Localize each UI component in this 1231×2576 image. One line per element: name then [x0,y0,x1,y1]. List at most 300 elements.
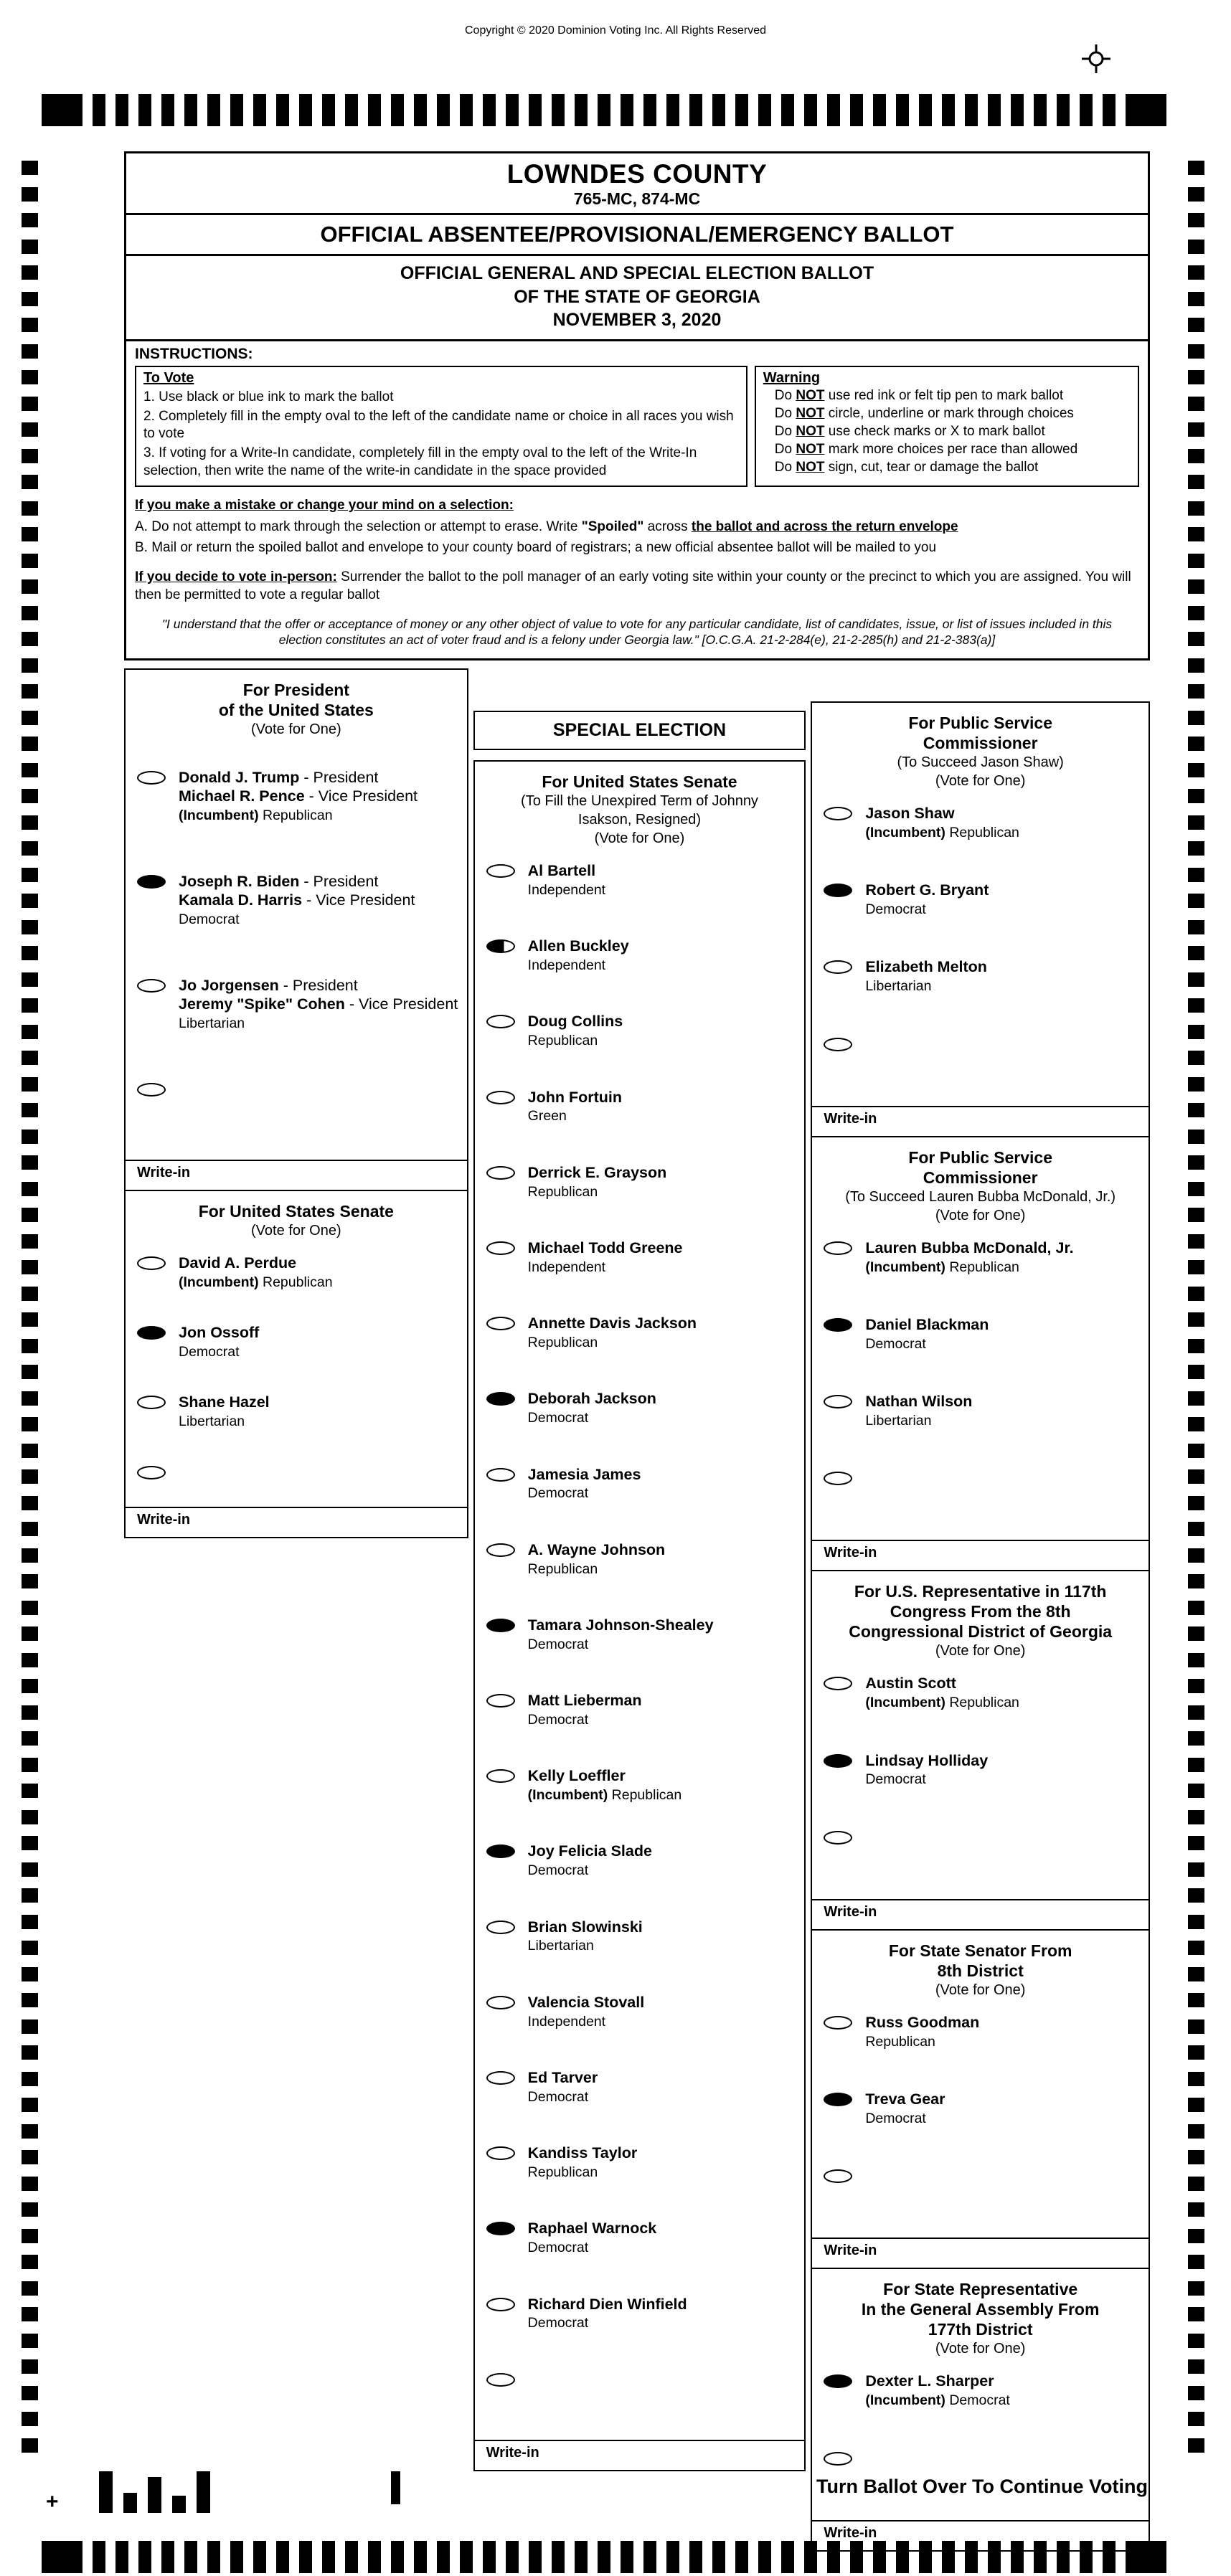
timing-mark [22,684,38,699]
timing-mark [1188,1182,1204,1196]
candidate-party: (Incumbent) Republican [179,807,333,823]
timing-mark [22,2307,38,2321]
candidate-text [179,977,463,1032]
timing-mark [1188,1417,1204,1431]
contest-title: For U.S. Representative in 117th [854,1582,1107,1601]
not-emphasis: NOT [796,423,825,439]
candidate-row [475,1466,805,1502]
timing-marks-bottom [42,2541,1166,2573]
timing-mark [1188,1836,1204,1850]
timing-mark [22,2438,38,2453]
contest-title: 8th District [937,1961,1024,1980]
timing-mark [22,2386,38,2400]
candidate-text [865,2090,1144,2127]
ballot-oval[interactable] [486,2146,515,2160]
timing-mark [712,2541,725,2573]
timing-mark [22,920,38,934]
candidate-party: Democrat [865,1335,926,1352]
candidate-row [475,1164,805,1201]
timing-mark [1188,213,1204,227]
candidate-row [812,958,1149,995]
write-in-area[interactable] [812,1469,1149,1500]
candidate-text [179,769,463,824]
timing-mark [1080,2541,1093,2573]
ballot-oval[interactable] [486,2373,515,2387]
ballot-oval[interactable] [486,2222,515,2235]
candidate-row [812,1752,1149,1789]
timing-mark [1188,240,1204,254]
timing-mark [1188,1339,1204,1353]
candidate-party: Democrat [865,1771,926,1788]
timing-mark [1011,94,1024,126]
timing-mark [345,2541,358,2573]
candidate-row [475,2220,805,2256]
timing-mark [1188,2334,1204,2348]
timing-mark [22,1758,38,1772]
candidate-party: (Incumbent) Republican [527,1787,682,1804]
timing-mark [1188,711,1204,725]
ballot-oval[interactable] [486,1845,515,1858]
barcode-bar [99,2471,113,2513]
timing-mark [1188,1967,1204,1981]
ballot-oval[interactable] [137,875,166,889]
ballot-codes: 765-MC, 874-MC [573,189,701,208]
timing-mark [1188,1731,1204,1746]
ballot-oval[interactable] [824,1241,852,1255]
write-in-area[interactable] [812,1829,1149,1859]
timing-mark [22,265,38,280]
copyright-notice: Copyright © 2020 Dominion Voting Inc. All Rights Reserved [464,24,766,37]
ballot-oval[interactable] [137,1466,166,1479]
ballot-oval[interactable] [486,864,515,878]
ballot-oval[interactable] [486,1468,515,1482]
candidate-row [812,805,1149,841]
timing-mark [22,1862,38,1877]
timing-mark [1188,920,1204,934]
warning-item: Do NOT mark more choices per race than allowed [774,441,1078,457]
timing-mark [873,94,886,126]
timing-mark [1057,94,1070,126]
candidate-row [475,1089,805,1125]
candidate-text [179,1254,463,1291]
ballot-oval[interactable] [824,1395,852,1408]
timing-mark [22,1417,38,1431]
timing-mark [1103,94,1116,126]
ballot-oval[interactable] [824,1677,852,1690]
timing-marks-right [1188,161,1204,2453]
ballot-oval[interactable] [824,2093,852,2106]
timing-mark [22,841,38,856]
contest-subtitle: (To Succeed Jason Shaw) [897,754,1064,771]
timing-mark [1188,1103,1204,1117]
warning-title: Warning [763,369,821,386]
write-in-area[interactable] [812,1036,1149,1066]
ballot-oval[interactable] [137,1256,166,1270]
timing-mark [1188,187,1204,202]
timing-mark [758,94,771,126]
timing-mark [850,94,863,126]
ballot-oval[interactable] [486,1694,515,1708]
timing-mark [460,2541,473,2573]
timing-mark [1188,370,1204,384]
ballot-oval[interactable] [824,2452,852,2466]
candidate-text [528,1918,801,1955]
ballot-oval[interactable] [824,2016,852,2030]
candidate-name: Valencia Stovall [527,1993,645,2011]
candidate-name: Richard Dien Winfield [527,2295,687,2313]
timing-mark [781,2541,794,2573]
timing-mark [1188,2098,1204,2112]
ballot-oval[interactable] [486,2071,515,2085]
text-segment: If you decide to vote in-person: [135,569,337,585]
timing-mark [253,2541,266,2573]
timing-mark [22,1784,38,1798]
timing-mark [827,2541,840,2573]
timing-mark [253,94,266,126]
contest-title: Commissioner [923,1168,1038,1187]
election-title-box [124,254,1150,341]
candidate-name: Robert G. Bryant [865,881,989,899]
candidate-name: Jeremy "Spike" Cohen - Vice President [179,995,458,1013]
candidate-row [475,2144,805,2181]
timing-mark [1188,868,1204,882]
timing-mark [1188,1077,1204,1092]
ballot-oval[interactable] [486,1996,515,2009]
to-vote-list [143,389,739,480]
candidate-party: Republican [865,2033,935,2050]
timing-mark [896,94,909,126]
ballot-oval[interactable] [824,1831,852,1845]
timing-mark [22,2045,38,2060]
candidate-name: Shane Hazel [179,1393,270,1411]
candidate-text [865,881,1144,918]
timing-mark [22,2334,38,2348]
timing-mark [804,2541,817,2573]
contest-header [812,1571,1149,1675]
special-election-banner [473,711,806,750]
barcode-bar [172,2496,186,2513]
timing-mark [1188,449,1204,463]
candidate-name: Tamara Johnson-Shealey [527,1616,714,1634]
write-in-label: Write-in [824,2243,877,2259]
to-vote-box [135,366,747,488]
candidate-party: Libertarian [179,1015,245,1031]
timing-mark [712,94,725,126]
ballot-header [124,153,1150,660]
timing-mark [22,868,38,882]
ballot-oval[interactable] [486,1543,515,1557]
text-segment: the ballot and across the return envelope [691,518,958,534]
ballot-oval[interactable] [486,1317,515,1330]
timing-mark [1188,841,1204,856]
timing-mark [1188,894,1204,908]
ballot-oval[interactable] [824,807,852,820]
candidate-row [126,1393,467,1430]
timing-mark [1188,1888,1204,1903]
candidate-name: Daniel Blackman [865,1315,989,1333]
ballot-oval[interactable] [824,884,852,897]
ballot-oval[interactable] [486,939,515,953]
timing-mark [1188,475,1204,489]
timing-mark [22,763,38,777]
candidate-row [475,1013,805,1049]
contest-title: For President [242,681,349,699]
candidate-party: Democrat [179,1344,240,1360]
contest-title: In the General Assembly From [861,2300,1100,2319]
ballot-oval[interactable] [137,1083,166,1097]
candidate-party: Democrat [527,2240,589,2256]
to-vote-item: 3. If voting for a Write-In candidate, completely fill in the empty oval to the left of the Write-In selection, then write the name of the write-in candidate in the space provided [143,445,697,478]
write-in-area[interactable] [126,1081,467,1111]
ballot-oval[interactable] [137,1396,166,1409]
ballot-oval[interactable] [137,979,166,993]
ballot-oval[interactable] [824,2169,852,2183]
ballot-oval[interactable] [486,1241,515,1255]
timing-mark [22,1705,38,1720]
text-segment: across [643,518,692,534]
timing-mark [22,2177,38,2191]
timing-mark [22,318,38,332]
election-date: NOVEMBER 3, 2020 [552,310,722,330]
candidate-row [475,1315,805,1351]
timing-mark [22,1025,38,1039]
ballot-oval[interactable] [486,1166,515,1180]
to-vote-item: 2. Completely fill in the empty oval to the left of the candidate name or choice in all races you wish to vote [143,408,734,442]
ballot-oval[interactable] [824,1038,852,1051]
timing-mark [1188,1365,1204,1379]
candidate-row [475,1994,805,2030]
timing-mark [22,1967,38,1981]
timing-mark [22,1182,38,1196]
contest-title: For Public Service [908,714,1053,732]
candidate-text [528,1466,801,1502]
candidate-party: Libertarian [865,1412,932,1429]
candidate-party: Green [527,1108,567,1124]
timing-mark [322,94,335,126]
contest-title: of the United States [218,701,374,720]
candidate-row [475,2069,805,2106]
timing-mark [1188,1155,1204,1170]
timing-mark [22,1836,38,1850]
candidate-party: Democrat [527,1410,589,1426]
candidate-row [812,2090,1149,2127]
contest-title: Commissioner [923,734,1038,753]
timing-mark [643,94,656,126]
candidate-name: Nathan Wilson [865,1393,973,1411]
timing-mark [1188,1287,1204,1301]
candidate-text [865,1316,1144,1353]
candidate-text [528,1842,801,1879]
warning-list [763,387,1131,476]
candidate-text [865,1393,1144,1429]
ballot-oval[interactable] [486,1921,515,1934]
timing-mark [1188,1548,1204,1563]
ballot-oval[interactable] [137,771,166,785]
ballot-oval[interactable] [486,1769,515,1783]
ballot-oval[interactable] [137,1326,166,1340]
timing-mark [1188,2359,1204,2374]
timing-mark [483,94,496,126]
plus-registration-mark: + [46,2490,59,2514]
candidate-name: John Fortuin [527,1088,623,1106]
text-segment: "Spoiled" [581,518,644,534]
timing-mark [22,2229,38,2243]
candidate-name: Donald J. Trump - President [179,769,379,787]
timing-mark [22,2255,38,2269]
timing-mark [1188,632,1204,646]
write-in-label: Write-in [824,2524,877,2541]
timing-mark [93,94,105,126]
timing-mark [1188,2045,1204,2060]
candidate-name: Doug Collins [527,1013,623,1031]
candidate-text [528,1994,801,2030]
ballot-type-title: OFFICIAL ABSENTEE/PROVISIONAL/EMERGENCY BALLOT [320,222,954,247]
election-title-line2: OF THE STATE OF GEORGIA [514,286,760,307]
timing-marks-left [22,161,38,2453]
candidate-row [126,769,467,824]
candidate-text [179,873,463,928]
timing-mark [1057,2541,1070,2573]
special-election-title: SPECIAL ELECTION [552,720,727,740]
candidate-text [865,2014,1144,2050]
contest-us-senate-special [473,760,806,2471]
candidate-text [528,1315,801,1351]
in-person-text [135,569,1139,604]
ballot-column-2 [473,670,806,2471]
candidate-party: Republican [527,1183,598,1200]
candidate-name: Austin Scott [865,1675,956,1692]
candidate-party: Independent [527,881,606,898]
contest-subtitle: (Vote for One) [251,721,341,738]
timing-mark [22,187,38,202]
timing-mark [1188,2019,1204,2034]
candidate-text [179,1324,463,1360]
timing-mark [22,1077,38,1092]
ballot-oval[interactable] [486,1091,515,1104]
ballot-oval[interactable] [486,1619,515,1632]
candidate-text [528,1692,801,1728]
timing-mark [322,2541,335,2573]
candidate-text [528,937,801,974]
ballot-oval[interactable] [824,2374,852,2388]
timing-mark [22,789,38,803]
timing-mark [1188,1208,1204,1222]
ballot-oval[interactable] [824,960,852,974]
timing-mark [1188,1941,1204,1955]
candidate-text [865,958,1144,995]
timing-mark [1188,1496,1204,1510]
timing-mark [621,2541,633,2573]
timing-mark [1188,946,1204,960]
candidate-text [528,1089,801,1125]
timing-mark [529,2541,542,2573]
timing-mark [1188,606,1204,620]
barcode-bar [197,2471,210,2513]
contest-header [812,1137,1149,1239]
candidate-row [475,1692,805,1728]
candidate-name: Joy Felicia Slade [527,1842,652,1860]
candidate-party: (Incumbent) Republican [865,824,1019,840]
timing-mark [22,554,38,568]
timing-mark [1188,2412,1204,2426]
ballot-column-3 [811,670,1150,2552]
ballot-oval[interactable] [824,1472,852,1485]
county-box [124,151,1150,215]
candidate-name: Deborah Jackson [527,1390,656,1408]
contest-header [812,2269,1149,2372]
timing-mark [598,94,610,126]
timing-mark [1188,2072,1204,2086]
write-in-label: Write-in [486,2444,539,2461]
timing-mark [22,1626,38,1641]
ballot-oval[interactable] [824,1318,852,1332]
timing-mark [391,94,404,126]
candidate-row [812,2014,1149,2050]
timing-mark [22,1469,38,1484]
timing-mark [1188,1653,1204,1667]
timing-mark [1188,998,1204,1013]
candidate-name: Joseph R. Biden - President [179,873,379,891]
timing-mark [919,94,932,126]
timing-mark [965,2541,978,2573]
timing-mark [22,1548,38,1563]
write-in-area[interactable] [475,2371,805,2401]
write-in-area[interactable] [812,2167,1149,2197]
timing-mark [22,1888,38,1903]
timing-mark [22,501,38,516]
timing-mark [161,2541,174,2573]
ballot-oval[interactable] [486,2298,515,2311]
timing-mark [276,94,289,126]
timing-mark [22,1312,38,1327]
candidate-row [126,1254,467,1291]
candidate-party: Democrat [527,1485,589,1502]
timing-mark [1188,2386,1204,2400]
candidate-text [528,2220,801,2256]
timing-mark [1188,2177,1204,2191]
ballot-oval[interactable] [486,1392,515,1406]
timing-mark [643,2541,656,2573]
candidate-name: Lauren Bubba McDonald, Jr. [865,1239,1074,1256]
timing-mark [22,1731,38,1746]
candidate-row [475,1842,805,1879]
timing-mark [1188,2124,1204,2139]
timing-mark [1188,1391,1204,1406]
candidate-name: Raphael Warnock [527,2220,657,2238]
candidate-text [528,862,801,899]
candidate-party: Republican [527,1561,598,1577]
not-emphasis: NOT [796,459,825,475]
timing-mark [1188,1469,1204,1484]
write-in-area[interactable] [126,1464,467,1494]
candidate-name: Kamala D. Harris - Vice President [179,891,415,909]
timing-mark [758,2541,771,2573]
timing-mark [1188,292,1204,306]
candidate-text [865,1239,1144,1276]
candidate-row [475,1541,805,1578]
ballot-oval[interactable] [486,1015,515,1028]
candidate-text [528,1164,801,1201]
contest-psc-shaw [811,701,1150,1137]
timing-mark [942,94,955,126]
timing-mark [22,449,38,463]
timing-mark [437,2541,450,2573]
timing-mark [666,2541,679,2573]
timing-mark [22,2019,38,2034]
timing-mark [575,94,588,126]
ballot-oval[interactable] [824,1754,852,1768]
timing-mark [22,292,38,306]
